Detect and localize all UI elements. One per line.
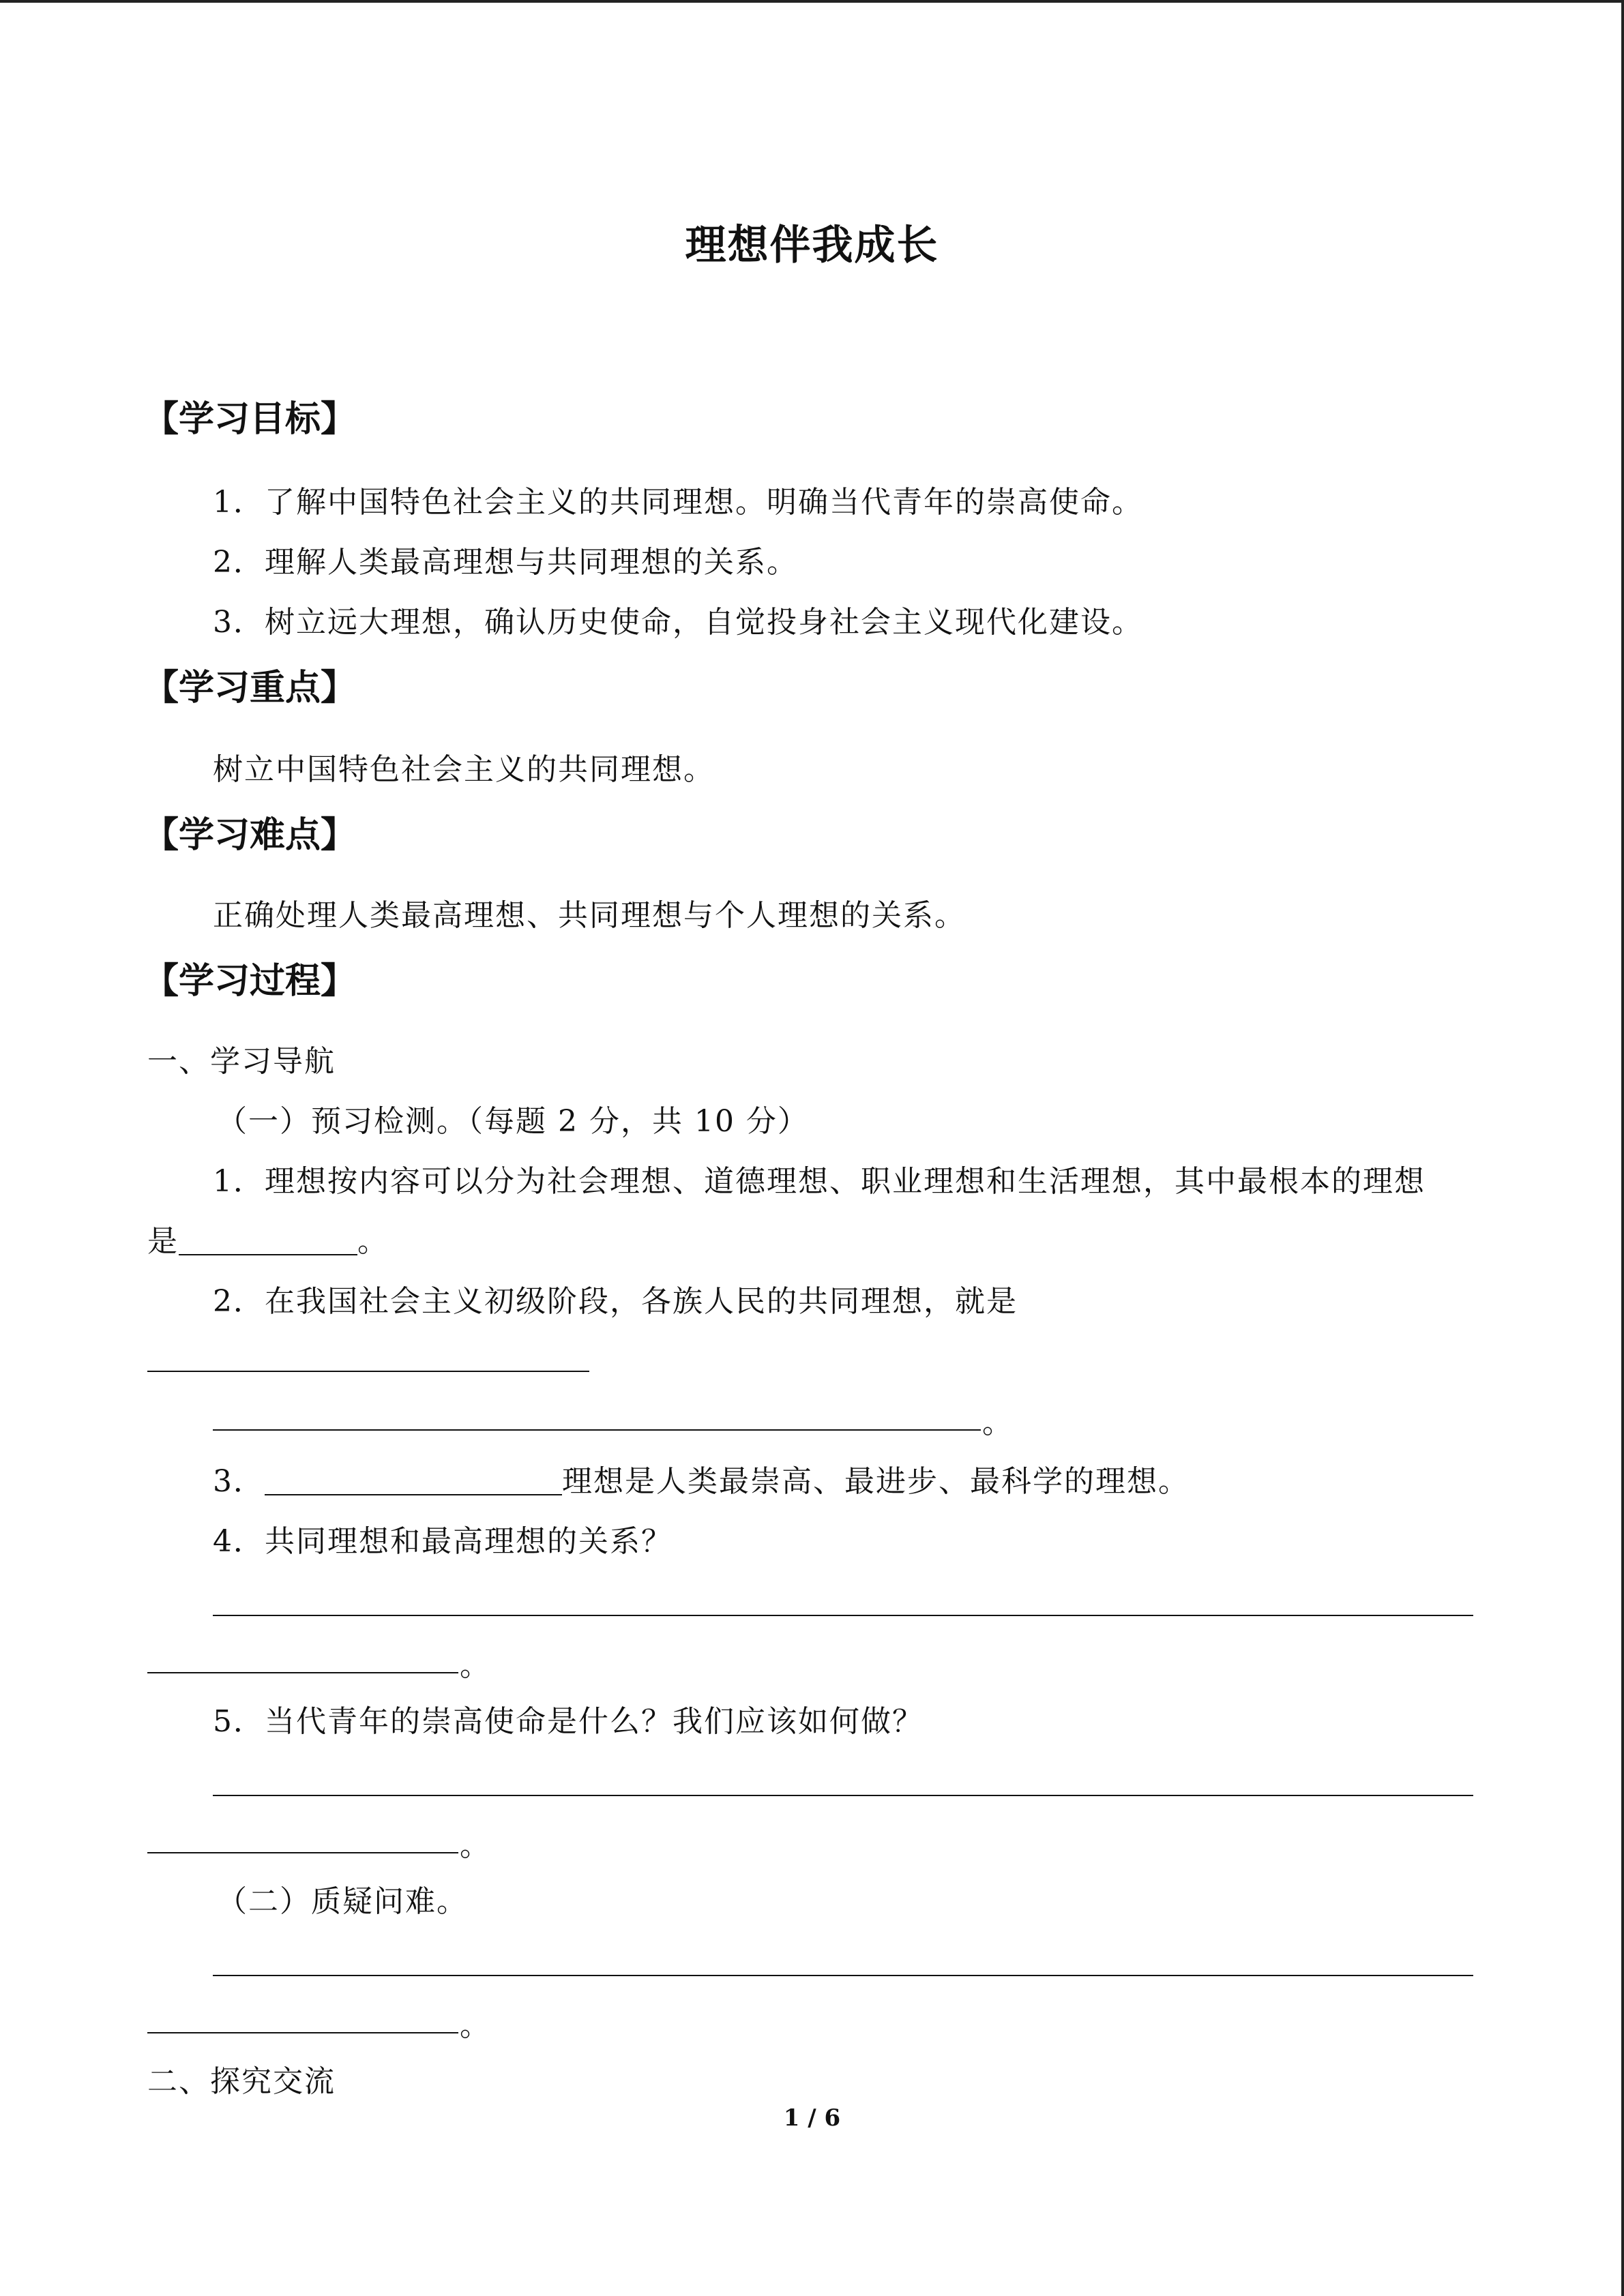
answer-blank-1[interactable]	[179, 1227, 357, 1255]
question-section-title: （二）质疑问难。	[217, 1884, 468, 1919]
question-4: 4．共同理想和最高理想的关系？	[213, 1524, 673, 1559]
objective-item-3: 3．树立远大理想，确认历史使命，自觉投身社会主义现代化建设。	[213, 605, 1143, 640]
question-1-prefix: 是	[147, 1224, 179, 1259]
answer-line-2b[interactable]	[213, 1429, 981, 1431]
question-3-suffix: 理想是人类最崇高、最进步、最科学的理想。	[562, 1464, 1190, 1499]
difficulty-heading: 【学习难点】	[143, 815, 357, 856]
question-2-end: 。	[982, 1405, 1014, 1440]
key-points-text: 树立中国特色社会主义的共同理想。	[213, 752, 715, 787]
question-5: 5．当代青年的崇高使命是什么？我们应该如何做？	[213, 1704, 924, 1739]
difficulty-text: 正确处理人类最高理想、共同理想与个人理想的关系。	[213, 898, 966, 933]
question-3	[213, 1457, 1190, 1500]
answer-line-5b[interactable]	[147, 1852, 458, 1853]
question-5-end: 。	[460, 1828, 491, 1863]
answer-blank-3[interactable]	[265, 1467, 562, 1495]
page-right-border	[1621, 0, 1624, 2296]
question-2-line1: 2．在我国社会主义初级阶段，各族人民的共同理想，就是	[213, 1284, 1018, 1319]
page-number: 1 / 6	[783, 2104, 841, 2132]
part1-title: 一、学习导航	[147, 1044, 336, 1079]
answer-line-5a[interactable]	[213, 1795, 1473, 1796]
answer-line-6a[interactable]	[213, 1975, 1473, 1976]
key-points-heading: 【学习重点】	[143, 668, 357, 709]
answer-line-4b[interactable]	[147, 1672, 458, 1673]
question-1-line1: 1．理想按内容可以分为社会理想、道德理想、职业理想和生活理想，其中最根本的理想	[213, 1164, 1426, 1199]
page-top-border	[0, 0, 1624, 3]
question-3-prefix: 3．	[213, 1464, 265, 1499]
question-1-suffix: 。	[357, 1224, 389, 1259]
answer-line-4a[interactable]	[213, 1615, 1473, 1616]
objective-item-2: 2．理解人类最高理想与共同理想的关系。	[213, 545, 798, 580]
answer-line-6b[interactable]	[147, 2032, 458, 2033]
answer-line-2a[interactable]	[147, 1371, 589, 1372]
preview-title: （一）预习检测。（每题 2 分，共 10 分）	[217, 1104, 809, 1139]
question-1-line2	[147, 1217, 389, 1260]
part2-title: 二、探究交流	[147, 2064, 336, 2099]
question-section-end: 。	[460, 2008, 491, 2043]
question-4-end: 。	[460, 1648, 491, 1683]
process-heading: 【学习过程】	[143, 961, 357, 1002]
document-title: 理想伴我成长	[685, 222, 939, 269]
objective-item-1: 1．了解中国特色社会主义的共同理想。明确当代青年的崇高使命。	[213, 485, 1143, 520]
objectives-heading: 【学习目标】	[143, 399, 357, 440]
